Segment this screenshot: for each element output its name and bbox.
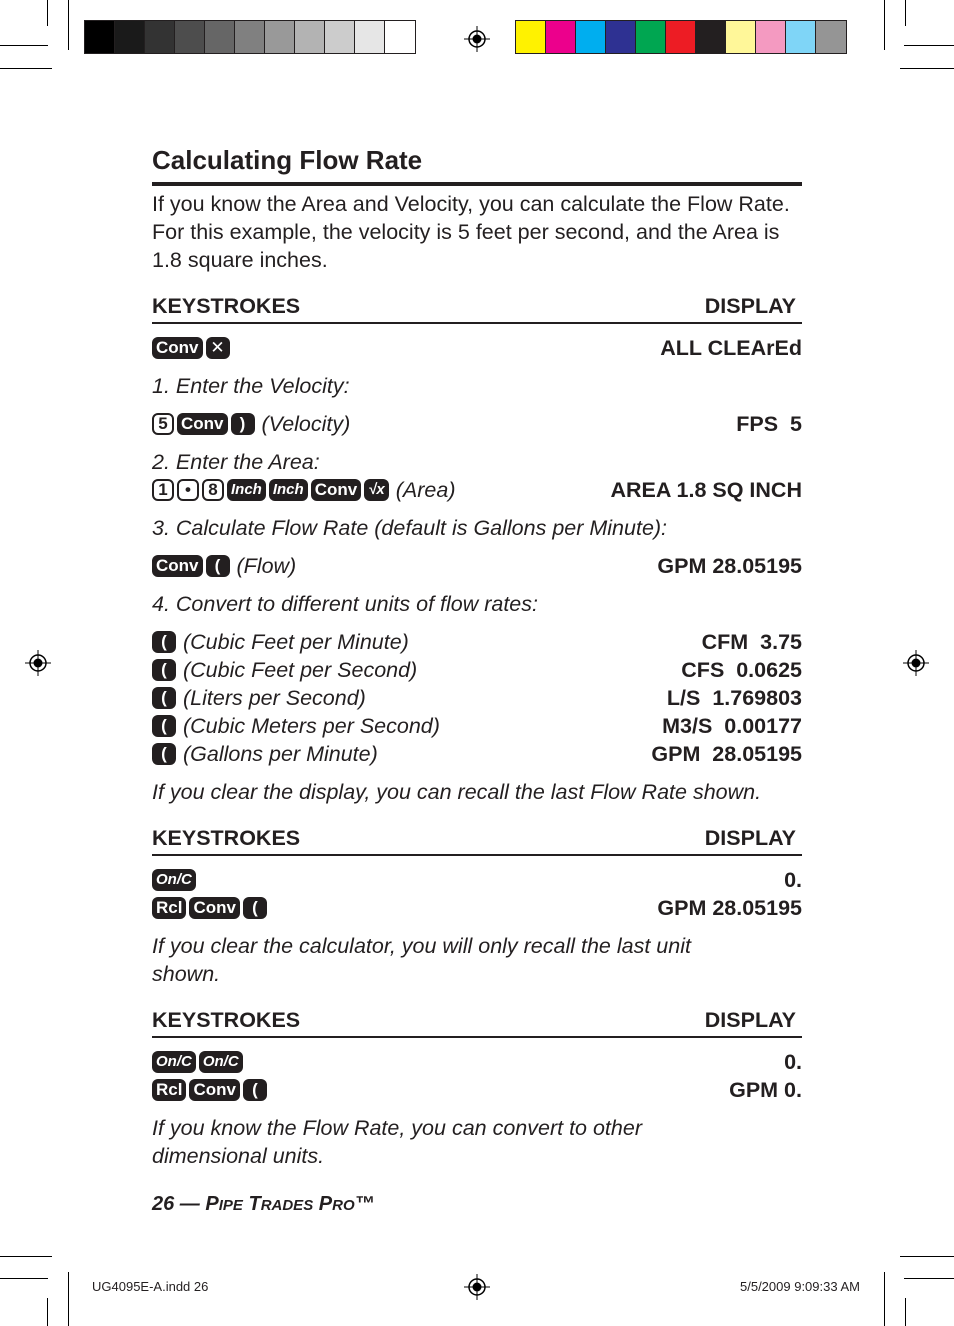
- on-clear-key: On/C: [199, 1051, 243, 1073]
- color-swatch: [295, 21, 325, 53]
- color-swatch: [816, 21, 846, 53]
- step-1: 1. Enter the Velocity:: [152, 374, 350, 398]
- conversion-row: [152, 628, 802, 656]
- color-swatch: [546, 21, 576, 53]
- conv-key: Conv: [177, 413, 228, 435]
- row-recall: [152, 894, 802, 922]
- step-3: 3. Calculate Flow Rate (default is Gallons per Minute):: [152, 516, 668, 540]
- open-paren-key: (: [152, 687, 176, 709]
- open-paren-key: (: [243, 1079, 267, 1101]
- page-footer: [152, 1193, 375, 1216]
- display-value: 0.: [784, 868, 802, 892]
- crop-mark: [904, 1278, 954, 1279]
- display-value: FPS 5: [736, 412, 802, 436]
- crop-mark: [900, 1256, 954, 1257]
- step-4: 4. Convert to different units of flow rates:: [152, 592, 538, 616]
- crop-mark: [884, 0, 885, 50]
- crop-mark: [0, 45, 48, 46]
- color-swatch: [235, 21, 265, 53]
- crop-mark: [47, 0, 48, 26]
- table3-header: [152, 1004, 802, 1036]
- open-paren-key: (: [152, 659, 176, 681]
- trademark-symbol: ™: [354, 1193, 375, 1215]
- multiply-key: ✕: [206, 337, 230, 359]
- page-content: [152, 140, 802, 1170]
- keystrokes-header: KEYSTROKES: [152, 294, 301, 318]
- open-paren-key: (: [206, 555, 230, 577]
- conversion-row: [152, 712, 802, 740]
- conv-key: Conv: [189, 897, 240, 919]
- row-all-clear: [152, 334, 802, 362]
- keystrokes-header: KEYSTROKES: [152, 826, 301, 850]
- key-description: (Area): [395, 478, 456, 502]
- conversion-row: [152, 684, 802, 712]
- color-swatch: [355, 21, 385, 53]
- crop-mark: [905, 1298, 906, 1326]
- note-recall-unit: If you clear the calculator, you will only recall the last unit shown.: [152, 934, 691, 986]
- display-value: GPM 28.05195: [651, 742, 802, 766]
- crop-mark: [900, 68, 954, 69]
- row-clear-all: [152, 1048, 802, 1076]
- footer-brand: P: [205, 1193, 219, 1215]
- keystrokes-header: KEYSTROKES: [152, 1008, 301, 1032]
- inch-key: Inch: [227, 479, 266, 501]
- open-paren-key: (: [152, 715, 176, 737]
- color-swatch: [786, 21, 816, 53]
- display-header: DISPLAY: [704, 1008, 796, 1032]
- display-value: ALL CLEArEd: [660, 336, 802, 360]
- conversion-row: [152, 656, 802, 684]
- open-paren-key: (: [152, 743, 176, 765]
- display-value: CFS 0.0625: [681, 658, 802, 682]
- on-clear-key: On/C: [152, 869, 196, 891]
- color-swatch: [576, 21, 606, 53]
- page-title: Calculating Flow Rate: [152, 145, 423, 175]
- crop-mark: [0, 1256, 52, 1257]
- display-header: DISPLAY: [704, 826, 796, 850]
- conv-key: Conv: [311, 479, 362, 501]
- color-swatch: [325, 21, 355, 53]
- key-description: (Cubic Meters per Second): [183, 714, 440, 738]
- key-description: (Gallons per Minute): [183, 742, 378, 766]
- slug-filename: UG4095E-A.indd 26: [92, 1279, 209, 1294]
- color-swatch: [696, 21, 726, 53]
- color-swatch: [145, 21, 175, 53]
- footer-brand: T: [248, 1193, 261, 1215]
- color-swatch: [636, 21, 666, 53]
- close-paren-key: ): [231, 413, 255, 435]
- intro-paragraph: If you know the Area and Velocity, you can calculate the Flow Rate. For this example, the velocity is 5 feet per second, and the Area is 1.8 square inches.: [152, 192, 790, 272]
- row-velocity: [152, 410, 802, 438]
- table2-header: [152, 822, 802, 854]
- open-paren-key: (: [243, 897, 267, 919]
- color-swatch: [385, 21, 415, 53]
- step-2: 2. Enter the Area:: [152, 450, 320, 474]
- slug-date: 5/5/2009 9:09:33 AM: [740, 1279, 860, 1294]
- page-number: 26 —: [152, 1193, 200, 1215]
- footer-brand: RADES: [260, 1197, 314, 1214]
- color-swatch: [756, 21, 786, 53]
- registration-mark-icon: [25, 650, 51, 676]
- color-swatch: [726, 21, 756, 53]
- title-rule: [152, 182, 802, 186]
- crop-mark: [884, 1272, 885, 1326]
- crop-mark: [68, 1272, 69, 1326]
- decimal-key: •: [177, 479, 199, 501]
- row-area: [152, 476, 802, 504]
- conv-key: Conv: [152, 555, 203, 577]
- color-swatch: [85, 21, 115, 53]
- display-value: GPM 28.05195: [657, 554, 802, 578]
- display-value: GPM 0.: [729, 1078, 802, 1102]
- crop-mark: [905, 0, 906, 26]
- key-description: (Liters per Second): [183, 686, 366, 710]
- registration-mark-icon: [903, 650, 929, 676]
- display-value: 0.: [784, 1050, 802, 1074]
- digit-5-key: 5: [152, 413, 174, 435]
- crop-mark: [47, 1298, 48, 1326]
- display-value: GPM 28.05195: [657, 896, 802, 920]
- footer-brand: IPE: [218, 1197, 243, 1214]
- note-convert: If you know the Flow Rate, you can convert to other dimensional units.: [152, 1116, 642, 1168]
- key-description: (Flow): [236, 554, 297, 578]
- color-swatch: [516, 21, 546, 53]
- color-swatch: [666, 21, 696, 53]
- color-swatch: [175, 21, 205, 53]
- crop-mark: [0, 1278, 48, 1279]
- digit-8-key: 8: [202, 479, 224, 501]
- crop-mark: [0, 68, 52, 69]
- recall-key: Rcl: [152, 1079, 186, 1101]
- footer-brand: P: [318, 1193, 333, 1215]
- key-description: (Velocity): [261, 412, 351, 436]
- crop-mark: [904, 45, 954, 46]
- display-value: CFM 3.75: [701, 630, 802, 654]
- display-header: DISPLAY: [704, 294, 796, 318]
- table1-header: [152, 290, 802, 322]
- color-swatch: [265, 21, 295, 53]
- row-recall: [152, 1076, 802, 1104]
- on-clear-key: On/C: [152, 1051, 196, 1073]
- conv-key: Conv: [189, 1079, 240, 1101]
- key-description: (Cubic Feet per Second): [183, 658, 418, 682]
- color-swatch: [205, 21, 235, 53]
- key-description: (Cubic Feet per Minute): [183, 630, 409, 654]
- row-flow: [152, 552, 802, 580]
- open-paren-key: (: [152, 631, 176, 653]
- process-color-bar: [515, 20, 847, 54]
- display-value: M3/S 0.00177: [662, 714, 802, 738]
- note-recall-display: If you clear the display, you can recall the last Flow Rate shown.: [152, 780, 762, 804]
- row-clear: [152, 866, 802, 894]
- color-swatch: [115, 21, 145, 53]
- display-value: AREA 1.8 SQ INCH: [610, 478, 802, 502]
- recall-key: Rcl: [152, 897, 186, 919]
- display-value: L/S 1.769803: [666, 686, 802, 710]
- color-swatch: [606, 21, 636, 53]
- registration-mark-icon: [464, 26, 490, 52]
- registration-mark-icon: [464, 1274, 490, 1300]
- crop-mark: [68, 0, 69, 50]
- footer-brand: RO: [332, 1197, 355, 1214]
- grayscale-color-bar: [84, 20, 416, 54]
- conv-key: Conv: [152, 337, 203, 359]
- conversion-row: [152, 740, 802, 768]
- square-root-key: √x: [364, 479, 389, 501]
- digit-1-key: 1: [152, 479, 174, 501]
- inch-key: Inch: [269, 479, 308, 501]
